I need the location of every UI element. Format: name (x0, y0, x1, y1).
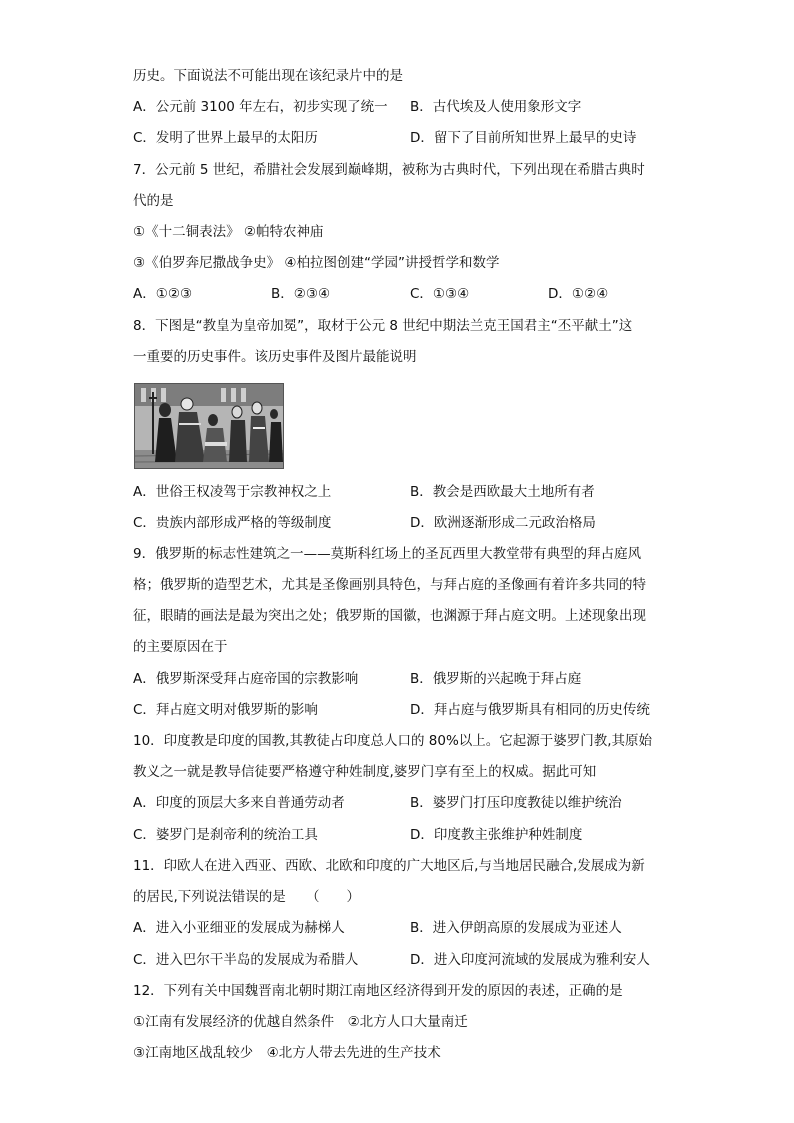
q9-option-c: C．拜占庭文明对俄罗斯的影响 (133, 702, 318, 718)
q6-option-c: C．发明了世界上最早的太阳历 (133, 130, 318, 146)
q9-stem-line1: 9．俄罗斯的标志性建筑之一——莫斯科红场上的圣瓦西里大教堂带有典型的拜占庭风 (133, 546, 642, 562)
q6-option-d: D．留下了目前所知世界上最早的史诗 (410, 130, 637, 146)
q10-option-b: B．婆罗门打压印度教徒以维护统治 (410, 795, 622, 811)
q9-option-a: A．俄罗斯深受拜占庭帝国的宗教影响 (133, 671, 359, 687)
q9-option-b: B．俄罗斯的兴起晚于拜占庭 (410, 671, 582, 687)
q10-stem-line1: 10．印度教是印度的国教,其教徒占印度总人口的 80%以上。它起源于婆罗门教,其原始 (133, 733, 653, 749)
q12-items-line2: ③江南地区战乱较少 ④北方人带去先进的生产技术 (133, 1045, 441, 1061)
q6-stem-tail: 历史。下面说法不可能出现在该纪录片中的是 (133, 68, 403, 84)
q9-stem-line3: 征，眼睛的画法是最为突出之处；俄罗斯的国徽，也渊源于拜占庭文明。上述现象出现 (133, 608, 646, 624)
q10-option-d: D．印度教主张维护种姓制度 (410, 827, 583, 843)
q7-stem-line2: 代的是 (133, 193, 174, 209)
q7-option-c: C．①③④ (410, 286, 470, 302)
q7-option-b: B．②③④ (271, 286, 331, 302)
q9-stem-line2: 格；俄罗斯的造型艺术，尤其是圣像画别具特色，与拜占庭的圣像画有着许多共同的特 (133, 577, 646, 593)
q8-stem-line1: 8．下图是“教皇为皇帝加冕”，取材于公元 8 世纪中期法兰克王国君主“丕平献土”这 (133, 318, 633, 334)
q6-option-b: B．古代埃及人使用象形文字 (410, 99, 582, 115)
q11-stem-line2: 的居民,下列说法错误的是 （ ） (133, 889, 361, 905)
q8-option-a: A．世俗王权凌驾于宗教神权之上 (133, 484, 332, 500)
coronation-picture (134, 383, 284, 469)
q11-option-a: A．进入小亚细亚的发展成为赫梯人 (133, 920, 345, 936)
q7-stem-line1: 7．公元前 5 世纪，希腊社会发展到巅峰期，被称为古典时代，下列出现在希腊古典时 (133, 162, 645, 178)
q7-items-line1: ①《十二铜表法》 ②帕特农神庙 (133, 224, 324, 240)
q10-option-a: A．印度的顶层大多来自普通劳动者 (133, 795, 345, 811)
q11-option-d: D．进入印度河流域的发展成为雅利安人 (410, 952, 650, 968)
q8-stem-line2: 一重要的历史事件。该历史事件及图片最能说明 (133, 349, 417, 365)
q12-items-line1: ①江南有发展经济的优越自然条件 ②北方人口大量南迁 (133, 1014, 468, 1030)
q9-option-d: D．拜占庭与俄罗斯具有相同的历史传统 (410, 702, 650, 718)
q11-option-b: B．进入伊朗高原的发展成为亚述人 (410, 920, 622, 936)
q10-stem-line2: 教义之一就是教导信徒要严格遵守种姓制度,婆罗门享有至上的权威。据此可知 (133, 764, 597, 780)
coronation-illustration (135, 384, 283, 468)
q6-option-a: A．公元前 3100 年左右，初步实现了统一 (133, 99, 388, 115)
q8-option-d: D．欧洲逐渐形成二元政治格局 (410, 515, 596, 531)
q12-stem-line1: 12．下列有关中国魏晋南北朝时期江南地区经济得到开发的原因的表述，正确的是 (133, 983, 623, 999)
q11-option-c: C．进入巴尔干半岛的发展成为希腊人 (133, 952, 359, 968)
q7-option-a: A．①②③ (133, 286, 193, 302)
q11-stem-line1: 11．印欧人在进入西亚、西欧、北欧和印度的广大地区后,与当地居民融合,发展成为新 (133, 858, 645, 874)
q8-option-b: B．教会是西欧最大土地所有者 (410, 484, 595, 500)
q8-option-c: C．贵族内部形成严格的等级制度 (133, 515, 332, 531)
q7-items-line2: ③《伯罗奔尼撒战争史》 ④柏拉图创建“学园”讲授哲学和数学 (133, 255, 500, 271)
q9-stem-line4: 的主要原因在于 (133, 639, 228, 655)
q7-option-d: D．①②④ (548, 286, 609, 302)
q10-option-c: C．婆罗门是刹帝利的统治工具 (133, 827, 318, 843)
